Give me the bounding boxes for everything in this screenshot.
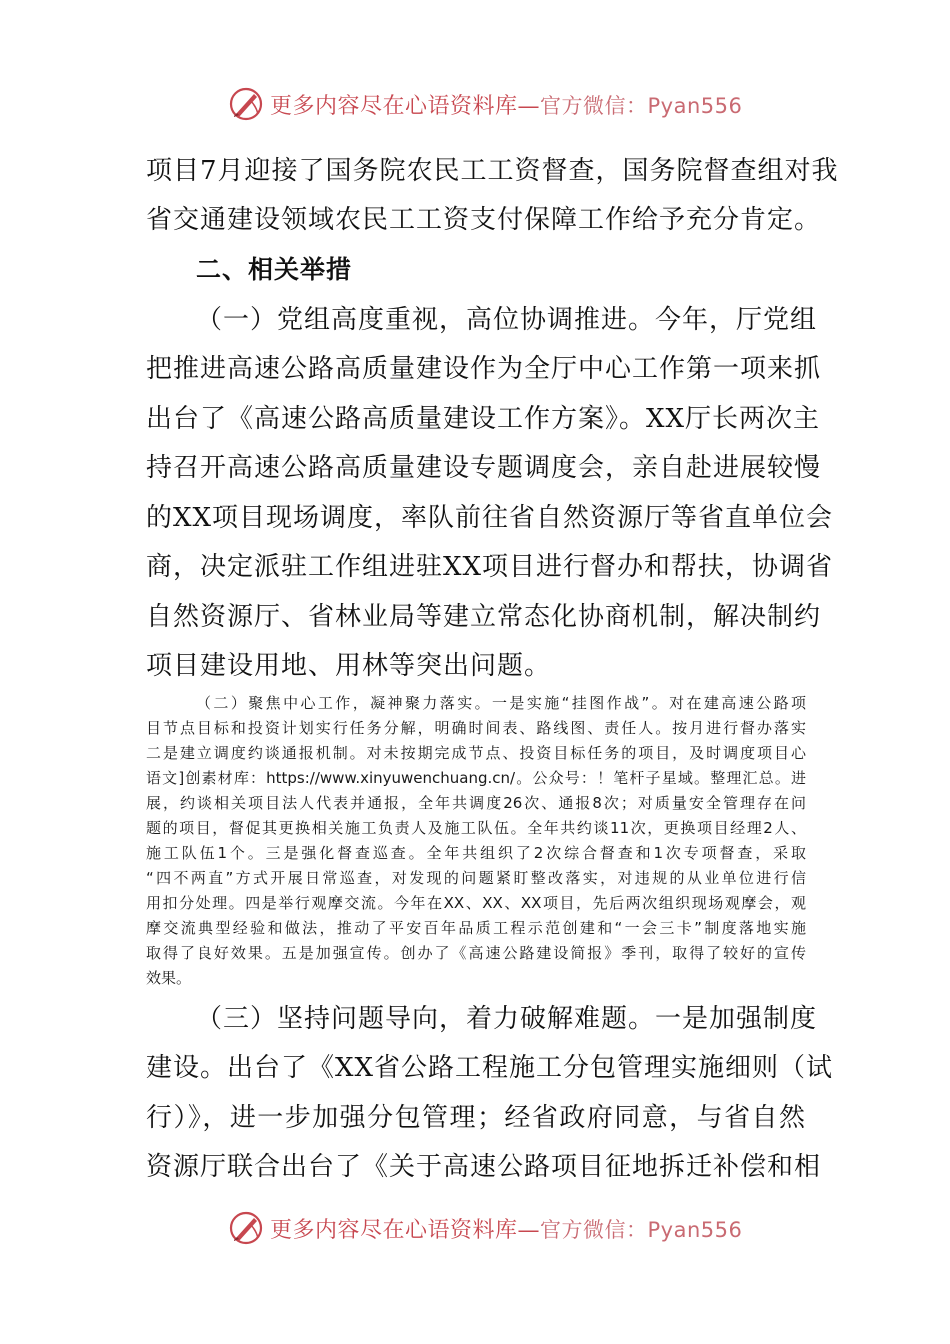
small-line: 二是建立调度约谈通报机制。对未按期完成节点、投资目标任务的项目，及时调度项目心 [146,744,806,762]
body-line: 商，决定派驻工作组进驻XX项目进行督办和帮扶，协调省 [146,552,834,582]
body-line: 资源厅联合出台了《关于高速公路项目征地拆迁补偿和相 [146,1152,822,1182]
watermark-dash: — [517,1217,541,1243]
small-line: “四不两直”方式开展日常巡查，对发现的问题紧盯整改落实，对违规的从业单位进行信 [146,869,806,887]
watermark-banner-bottom [228,1208,742,1248]
body-line: 自然资源厅、省林业局等建立常态化协商机制，解决制约 [146,602,822,632]
pen-logo-icon [228,1210,264,1246]
watermark-wechat: 官方微信：Pyan556 [540,1217,743,1242]
watermark-text [270,1213,742,1244]
watermark-dash: — [517,93,541,119]
body-line: （一）党组高度重视，高位协调推进。今年，厅党组 [196,305,818,335]
small-line: 施工队伍1个。三是强化督查巡查。全年共组织了2次综合督查和1次专项督查，采取 [146,844,806,862]
body-line: 的XX项目现场调度，率队前往省自然资源厅等省直单位会 [146,503,834,533]
watermark-brand: 更多内容尽在心语资料库 [270,93,518,119]
small-line: 效果。 [146,969,192,987]
watermark-brand: 更多内容尽在心语资料库 [270,1217,518,1243]
watermark-banner-top [228,84,742,124]
body-line: 项目7月迎接了国务院农民工工资督查，国务院督查组对我 [146,156,839,186]
small-line: 用扣分处理。四是举行观摩交流。今年在XX、XX、XX项目，先后两次组织现场观摩会，观 [146,894,806,912]
body-line: 把推进高速公路高质量建设作为全厅中心工作第一项来抓 [146,354,822,384]
small-line: 语文]创素材库：https://www.xinyuwenchuang.cn/。公众号：！笔杆子星域。整理汇总。进 [146,769,806,787]
small-line: 取得了良好效果。五是加强宣传。创办了《高速公路建设简报》季刊，取得了较好的宣传 [146,944,806,962]
small-line: 题的项目，督促其更换相关施工负责人及施工队伍。全年共约谈11次，更换项目经理2人、 [146,819,806,837]
body-line: 项目建设用地、用林等突出问题。 [146,651,552,681]
watermark-text [270,89,742,120]
small-line: 摩交流典型经验和做法，推动了平安百年品质工程示范创建和“一会三卡”制度落地实施 [146,919,806,937]
body-line: 建设。出台了《XX省公路工程施工分包管理实施细则（试 [146,1053,834,1083]
section-heading: 二、相关举措 [196,255,353,284]
small-line: 展，约谈相关项目法人代表并通报，全年共调度26次、通报8次；对质量安全管理存在问 [146,794,806,812]
body-line: 持召开高速公路高质量建设专题调度会，亲自赴进展较慢 [146,453,822,483]
body-line: 出台了《高速公路高质量建设工作方案》。XX厅长两次主 [146,404,821,434]
body-line: 省交通建设领域农民工工资支付保障工作给予充分肯定。 [146,205,822,235]
body-line: （三）坚持问题导向，着力破解难题。一是加强制度 [196,1004,818,1034]
small-line: （二）聚焦中心工作，凝神聚力落实。一是实施“挂图作战”。对在建高速公路项 [196,694,806,712]
small-line: 目节点目标和投资计划实行任务分解，明确时间表、路线图、责任人。按月进行督办落实 [146,719,806,737]
pen-logo-icon [228,86,264,122]
body-line: 行）》，进一步加强分包管理；经省政府同意，与省自然 [146,1103,806,1133]
watermark-wechat: 官方微信：Pyan556 [540,93,743,118]
